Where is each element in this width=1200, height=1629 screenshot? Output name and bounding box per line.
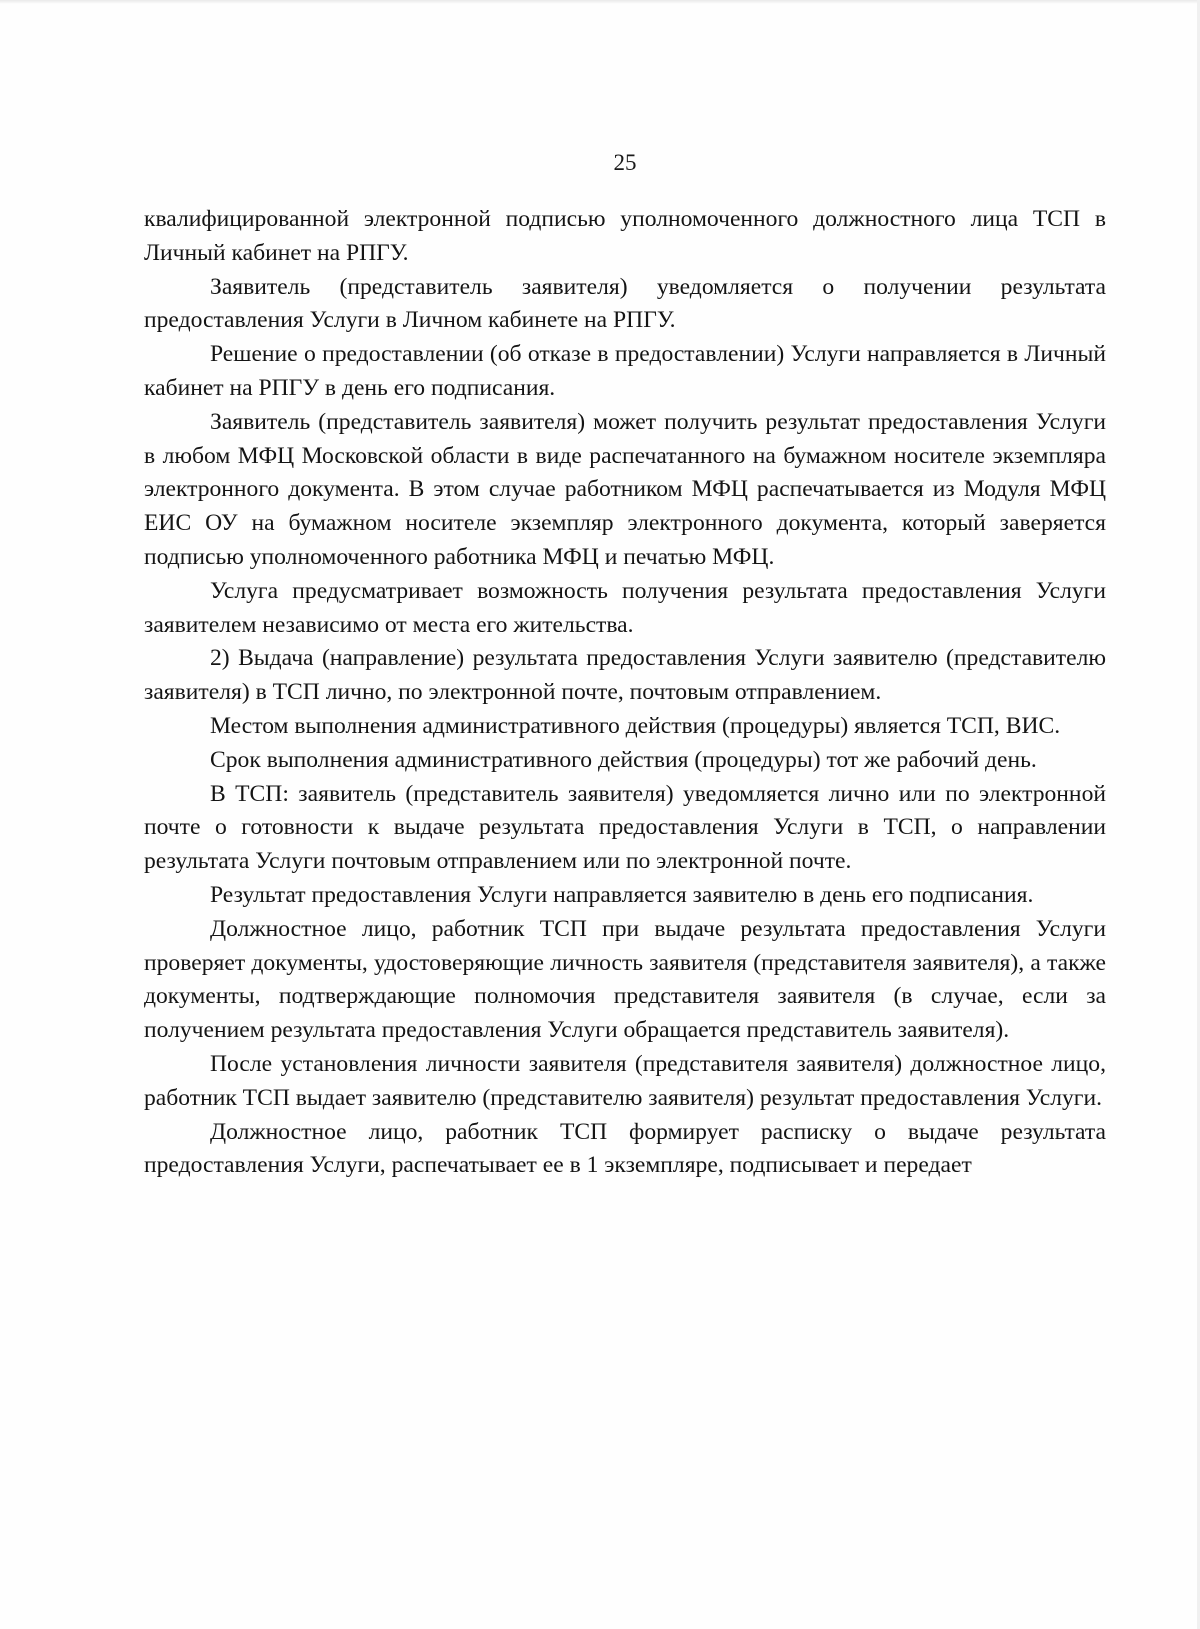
paragraph: Заявитель (представитель заявителя) уведомляется о получении результата предоставления Услуги в Личном кабинете на РПГУ.	[144, 273, 1106, 334]
paragraph-continuation: квалифицированной электронной подписью уполномоченного должностного лица ТСП в Личный кабинет на РПГУ.	[144, 206, 1106, 266]
paragraph: Услуга предусматривает возможность получения результата предоставления Услуги заявителем независимо от места его жительства.	[144, 577, 1106, 638]
paragraph: Заявитель (представитель заявителя) может получить результат предоставления Услуги в любом МФЦ Московской области в виде распечатанного на бумажном носителе экземпляра электронного документа. В этом случае работником МФЦ распечатывается из Модуля МФЦ ЕИС ОУ на бумажном носителе экземпляр электронного документа, который заверяется подписью уполномоченного работника МФЦ и печатью МФЦ.	[144, 408, 1106, 570]
scan-edge-top	[0, 0, 1200, 4]
paragraph: Решение о предоставлении (об отказе в предоставлении) Услуги направляется в Личный кабинет на РПГУ в день его подписания.	[144, 341, 1106, 401]
paragraph: Местом выполнения административного действия (процедуры) является ТСП, ВИС.	[210, 712, 1061, 739]
document-body	[144, 203, 1106, 1183]
paragraph: В ТСП: заявитель (представитель заявителя) уведомляется лично или по электронной почте о готовности к выдаче результата предоставления Услуги в ТСП, о направлении результата Услуги почтовым отправлением или по электронной почте.	[144, 780, 1106, 875]
paragraph: Срок выполнения административного действия (процедуры) тот же рабочий день.	[210, 746, 1037, 773]
paragraph: После установления личности заявителя (представителя заявителя) должностное лицо, работник ТСП выдает заявителю (представителю заявителя) результат предоставления Услуги.	[144, 1050, 1106, 1111]
paragraph: Результат предоставления Услуги направляется заявителю в день его подписания.	[210, 881, 1034, 908]
page-number: 25	[613, 150, 637, 175]
paragraph-list-item: 2) Выдача (направление) результата предоставления Услуги заявителю (представителю заявителя) в ТСП лично, по электронной почте, почтовым отправлением.	[144, 645, 1106, 706]
paragraph: Должностное лицо, работник ТСП формирует расписку о выдаче результата предоставления Услуги, распечатывает ее в 1 экземпляре, подписывает и передает	[144, 1118, 1106, 1179]
paragraph: Должностное лицо, работник ТСП при выдаче результата предоставления Услуги проверяет документы, удостоверяющие личность заявителя (представителя заявителя), а также документы, подтверждающие полномочия представителя заявителя (в случае, если за получением результата предоставления Услуги обращается представитель заявителя).	[144, 915, 1106, 1044]
